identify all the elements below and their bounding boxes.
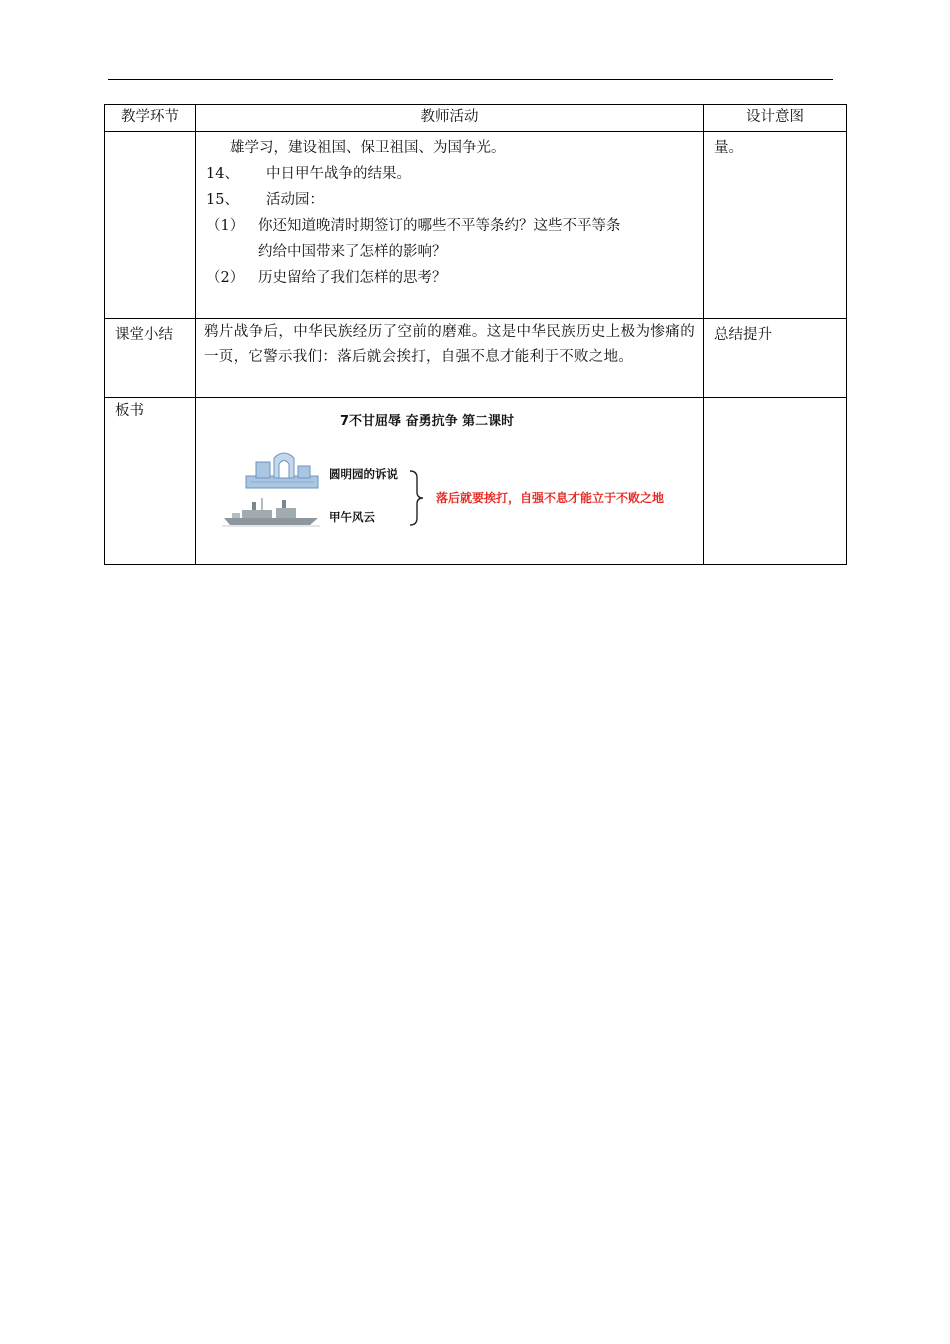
- section-cell: [105, 398, 196, 565]
- question-number: （1）: [206, 218, 245, 234]
- question-item: [206, 213, 693, 239]
- section-cell: [105, 319, 196, 398]
- board-cell: [196, 398, 704, 565]
- intent-text: 总结提升: [714, 327, 772, 343]
- warship-icon: [222, 498, 320, 528]
- question-item: [206, 265, 693, 291]
- question-number: （2）: [206, 270, 245, 286]
- section-cell: [105, 132, 196, 319]
- header-intent: 设计意图: [704, 105, 847, 132]
- summary-text: 鸦片战争后，中华民族经历了空前的磨难。这是中华民族历史上极为惨痛的一页，它警示我们：落后就会挨打，自强不息才能利于不败之地。: [204, 324, 695, 365]
- question-continuation: 约给中国带来了怎样的影响？: [258, 244, 447, 260]
- activity-cell: [196, 319, 704, 398]
- ruins-icon: [244, 448, 320, 492]
- board-item-yuanmingyuan: 圆明园的诉说: [329, 467, 398, 481]
- section-label: 板书: [115, 403, 144, 419]
- table-row: [105, 398, 847, 565]
- activity-cell: [196, 132, 704, 319]
- list-item: [206, 187, 693, 213]
- table-row: [105, 319, 847, 398]
- blackboard-design: [196, 398, 703, 564]
- curly-brace-icon: [408, 470, 424, 526]
- question-text: 你还知道晚清时期签订的哪些不平等条约？这些不平等条: [258, 218, 621, 234]
- item-text: 中日甲午战争的结果。: [266, 166, 411, 182]
- table-header-row: [105, 105, 847, 132]
- item-number: 15、: [206, 192, 239, 208]
- header-section: 教学环节: [105, 105, 196, 132]
- board-title: 7不甘屈辱 奋勇抗争 第二课时: [340, 414, 515, 429]
- activity-line: 雄学习，建设祖国、保卫祖国、为国争光。: [230, 140, 506, 156]
- item-number: 14、: [206, 166, 239, 182]
- intent-cell: [704, 132, 847, 319]
- header-rule: [108, 79, 833, 80]
- header-activity: 教师活动: [196, 105, 704, 132]
- list-item: [206, 161, 693, 187]
- table-row: [105, 132, 847, 319]
- board-conclusion: 落后就要挨打，自强不息才能立于不败之地: [436, 491, 665, 505]
- intent-cell: [704, 319, 847, 398]
- intent-cell: [704, 398, 847, 565]
- intent-text: 量。: [714, 140, 743, 156]
- lesson-table: [104, 104, 847, 565]
- section-label: 课堂小结: [115, 327, 173, 343]
- question-text: 历史留给了我们怎样的思考？: [258, 270, 447, 286]
- item-text: 活动园：: [266, 192, 324, 208]
- board-item-jiawu: 甲午风云: [329, 510, 375, 524]
